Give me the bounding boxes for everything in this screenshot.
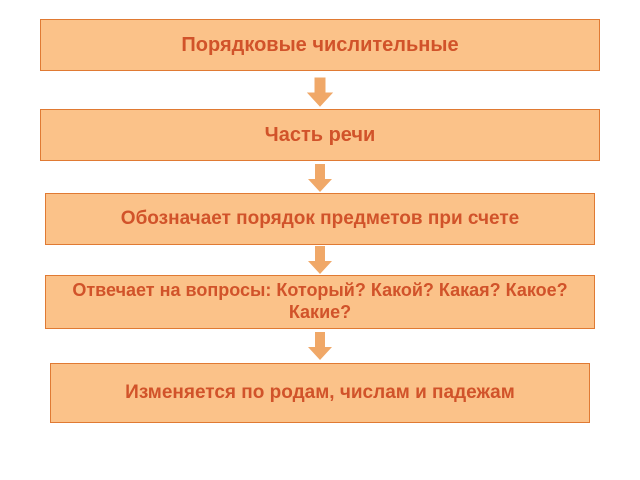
flow-node-4-label: Отвечает на вопросы: Который? Какой? Какая? Какое? Какие? (72, 280, 568, 322)
flow-node-5-label: Изменяется по родам, числам и падежам (125, 381, 515, 403)
arrow-down-icon-2 (305, 163, 335, 193)
flow-node-3-label: Обозначает порядок предметов при счете (120, 207, 520, 229)
flow-node-2 (40, 109, 600, 161)
flow-node-1 (40, 19, 600, 71)
arrow-down-icon-4 (305, 331, 335, 361)
arrow-down-icon-3 (305, 245, 335, 275)
arrow-down-icon-1 (305, 77, 335, 107)
flow-node-1-label: Порядковые числительные (181, 34, 459, 56)
flow-node-5 (50, 363, 590, 423)
flow-node-3 (45, 193, 595, 245)
flow-node-4 (45, 275, 595, 329)
flow-node-2-label: Часть речи (264, 124, 376, 146)
